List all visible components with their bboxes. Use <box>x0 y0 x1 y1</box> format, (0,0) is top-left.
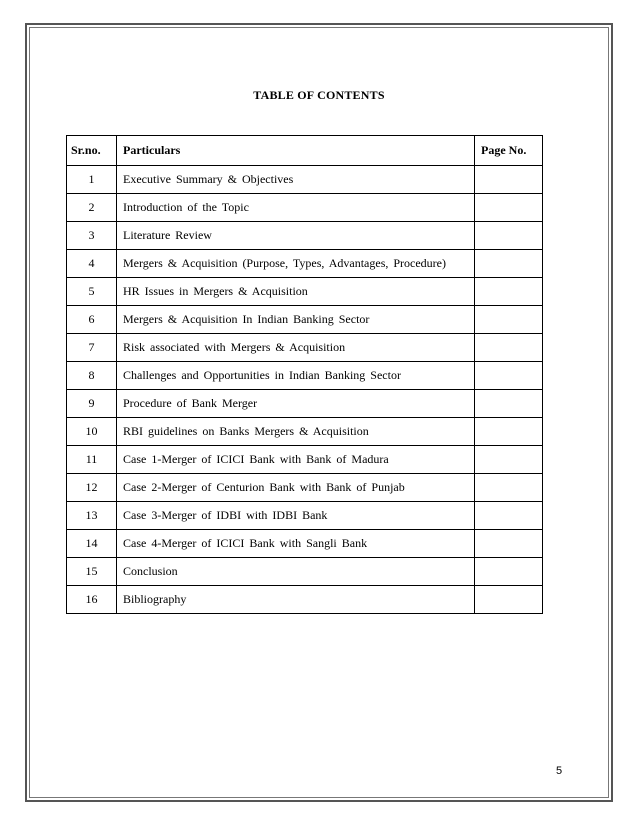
row-srno: 8 <box>67 362 117 390</box>
row-page-no <box>475 222 543 250</box>
table-row <box>67 250 543 278</box>
row-page-no <box>475 166 543 194</box>
table-row <box>67 586 543 614</box>
row-srno: 7 <box>67 334 117 362</box>
row-srno: 14 <box>67 530 117 558</box>
row-srno: 6 <box>67 306 117 334</box>
table-body <box>67 166 543 614</box>
table-row <box>67 530 543 558</box>
row-particulars: HR Issues in Mergers & Acquisition <box>117 278 475 306</box>
page-number: 5 <box>556 765 563 777</box>
table-row <box>67 446 543 474</box>
row-particulars: Challenges and Opportunities in Indian Banking Sector <box>117 362 475 390</box>
row-srno: 4 <box>67 250 117 278</box>
table-header-row <box>67 136 543 166</box>
row-page-no <box>475 586 543 614</box>
table-of-contents <box>66 135 543 614</box>
row-srno: 1 <box>67 166 117 194</box>
row-srno: 13 <box>67 502 117 530</box>
row-particulars: Mergers & Acquisition In Indian Banking Sector <box>117 306 475 334</box>
row-page-no <box>475 558 543 586</box>
row-srno: 15 <box>67 558 117 586</box>
table-row <box>67 278 543 306</box>
row-page-no <box>475 250 543 278</box>
row-srno: 2 <box>67 194 117 222</box>
row-particulars: Procedure of Bank Merger <box>117 390 475 418</box>
row-srno: 10 <box>67 418 117 446</box>
row-page-no <box>475 474 543 502</box>
row-page-no <box>475 278 543 306</box>
row-srno: 3 <box>67 222 117 250</box>
row-particulars: Introduction of the Topic <box>117 194 475 222</box>
row-page-no <box>475 194 543 222</box>
row-page-no <box>475 418 543 446</box>
row-page-no <box>475 446 543 474</box>
row-particulars: Case 2-Merger of Centurion Bank with Bank of Punjab <box>117 474 475 502</box>
row-page-no <box>475 306 543 334</box>
table-row <box>67 474 543 502</box>
row-particulars: Executive Summary & Objectives <box>117 166 475 194</box>
table-row <box>67 166 543 194</box>
row-srno: 5 <box>67 278 117 306</box>
row-particulars: Risk associated with Mergers & Acquisition <box>117 334 475 362</box>
row-page-no <box>475 362 543 390</box>
row-particulars: Case 4-Merger of ICICI Bank with Sangli Bank <box>117 530 475 558</box>
row-srno: 12 <box>67 474 117 502</box>
table-row <box>67 194 543 222</box>
page-title: TABLE OF CONTENTS <box>253 88 385 102</box>
row-page-no <box>475 334 543 362</box>
row-particulars: Case 1-Merger of ICICI Bank with Bank of Madura <box>117 446 475 474</box>
row-srno: 16 <box>67 586 117 614</box>
row-particulars: Mergers & Acquisition (Purpose, Types, Advantages, Procedure) <box>117 250 475 278</box>
table-row <box>67 390 543 418</box>
row-particulars: RBI guidelines on Banks Mergers & Acquisition <box>117 418 475 446</box>
header-page-no: Page No. <box>475 136 543 166</box>
table-row <box>67 502 543 530</box>
row-particulars: Literature Review <box>117 222 475 250</box>
row-page-no <box>475 530 543 558</box>
row-srno: 9 <box>67 390 117 418</box>
header-particulars: Particulars <box>117 136 475 166</box>
table-row <box>67 334 543 362</box>
row-particulars: Case 3-Merger of IDBI with IDBI Bank <box>117 502 475 530</box>
row-page-no <box>475 390 543 418</box>
row-page-no <box>475 502 543 530</box>
table-row <box>67 222 543 250</box>
row-particulars: Conclusion <box>117 558 475 586</box>
row-particulars: Bibliography <box>117 586 475 614</box>
header-srno: Sr.no. <box>67 136 117 166</box>
table-row <box>67 306 543 334</box>
table-row <box>67 362 543 390</box>
table-row <box>67 558 543 586</box>
row-srno: 11 <box>67 446 117 474</box>
table-row <box>67 418 543 446</box>
